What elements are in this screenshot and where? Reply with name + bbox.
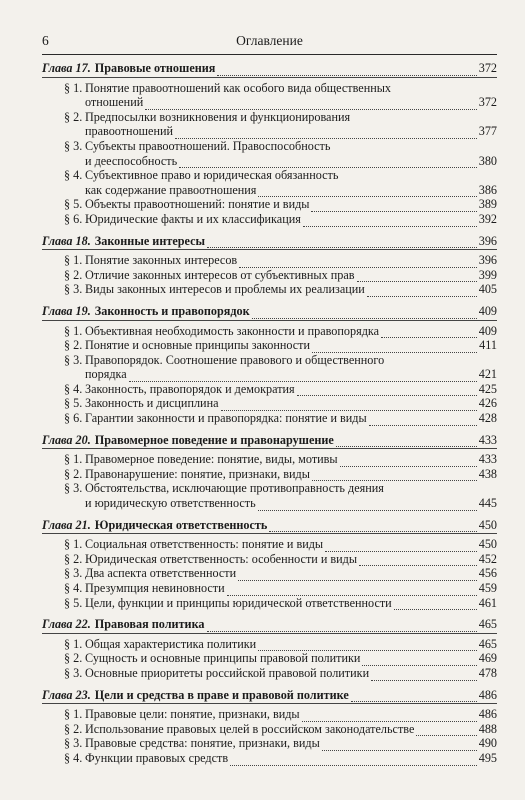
chapter-title: Правовая политика bbox=[94, 617, 205, 632]
section-title-line: Использование правовых целей в российском законодательстве bbox=[85, 721, 415, 736]
section-title-line: Правонарушение: понятие, признаки, виды bbox=[85, 466, 310, 481]
section-number: § 4. bbox=[64, 581, 83, 595]
dot-leader bbox=[369, 414, 477, 426]
section-entry bbox=[42, 637, 497, 652]
section-title-line: и юридическую ответственность bbox=[85, 496, 256, 511]
section-line bbox=[85, 212, 497, 227]
section-line bbox=[85, 581, 497, 596]
dot-leader bbox=[258, 639, 477, 651]
section-number: § 2. bbox=[64, 721, 83, 736]
chapter-block bbox=[42, 518, 497, 611]
dot-leader bbox=[367, 285, 477, 297]
dot-leader bbox=[230, 754, 477, 766]
section-number: § 5. bbox=[64, 197, 83, 212]
section-page-number: 411 bbox=[479, 338, 497, 353]
section-number: § 2. bbox=[64, 651, 83, 666]
chapter-heading bbox=[42, 518, 497, 535]
section-entry bbox=[42, 197, 497, 212]
chapter-label: Глава 19. bbox=[42, 303, 91, 318]
section-entry bbox=[42, 581, 497, 596]
section-title-line: Предпосылки возникновения и функционирования bbox=[85, 109, 351, 124]
section-body bbox=[85, 537, 497, 552]
chapter-title: Законность и правопорядок bbox=[94, 303, 250, 318]
section-page-number: 488 bbox=[478, 721, 497, 736]
section-line bbox=[85, 353, 497, 368]
section-body bbox=[85, 353, 497, 382]
section-entry bbox=[42, 212, 497, 227]
section-page-number: 456 bbox=[478, 566, 497, 581]
dot-leader bbox=[252, 307, 477, 319]
section-body bbox=[85, 666, 497, 681]
section-page-number: 426 bbox=[478, 396, 497, 411]
section-body bbox=[85, 707, 497, 722]
section-line bbox=[85, 81, 497, 96]
dot-leader bbox=[175, 127, 477, 139]
running-title: Оглавление bbox=[236, 33, 303, 48]
section-body bbox=[85, 253, 497, 268]
section-page-number: 452 bbox=[478, 551, 497, 566]
dot-leader bbox=[312, 341, 477, 353]
section-number: § 2. bbox=[64, 109, 83, 124]
section-number: § 3. bbox=[64, 138, 83, 153]
section-line bbox=[85, 154, 497, 169]
page-number: 6 bbox=[42, 33, 49, 48]
section-entry bbox=[42, 537, 497, 552]
section-body bbox=[85, 411, 497, 426]
section-entry bbox=[42, 396, 497, 411]
section-body bbox=[85, 481, 497, 510]
section-title-line: порядка bbox=[85, 367, 127, 382]
section-title-line: Правомерное поведение: понятие, виды, мотивы bbox=[85, 452, 338, 467]
header-rule bbox=[42, 54, 497, 55]
section-number: § 3. bbox=[64, 665, 83, 680]
section-entry bbox=[42, 253, 497, 268]
section-page-number: 409 bbox=[478, 323, 497, 338]
chapter-page-number: 433 bbox=[478, 432, 497, 447]
section-page-number: 425 bbox=[478, 381, 497, 396]
chapter-label: Глава 18. bbox=[42, 233, 91, 248]
section-title-line: Правопорядок. Соотношение правового и общественного bbox=[85, 352, 385, 367]
section-body bbox=[85, 338, 497, 353]
dot-leader bbox=[297, 384, 477, 396]
section-line bbox=[85, 396, 497, 411]
section-title-line: Цели, функции и принципы юридической ответственности bbox=[85, 595, 392, 610]
section-title-line: как содержание правоотношения bbox=[85, 182, 257, 197]
dot-leader bbox=[381, 326, 477, 338]
dot-leader bbox=[217, 64, 476, 76]
section-page-number: 377 bbox=[478, 124, 497, 139]
section-number: § 1. bbox=[64, 636, 83, 651]
dot-leader bbox=[362, 654, 476, 666]
section-line bbox=[85, 124, 497, 139]
section-page-number: 490 bbox=[478, 736, 497, 751]
section-number: § 2. bbox=[64, 551, 83, 566]
section-entry bbox=[42, 324, 497, 339]
dot-leader bbox=[311, 200, 476, 212]
section-number: § 3. bbox=[64, 566, 83, 581]
chapter-block bbox=[42, 617, 497, 680]
section-line bbox=[85, 566, 497, 581]
section-title-line: Понятие и основные принципы законности bbox=[85, 338, 311, 353]
section-body bbox=[85, 566, 497, 581]
dot-leader bbox=[303, 215, 477, 227]
section-title-line: Отличие законных интересов от субъективных прав bbox=[85, 267, 355, 282]
chapter-block bbox=[42, 234, 497, 297]
dot-leader bbox=[336, 435, 477, 447]
section-entry bbox=[42, 81, 497, 110]
dot-leader bbox=[359, 554, 477, 566]
dot-leader bbox=[312, 469, 477, 481]
chapter-heading bbox=[42, 617, 497, 634]
chapter-block bbox=[42, 688, 497, 766]
section-number: § 3. bbox=[64, 282, 83, 297]
section-title-line: Объекты правоотношений: понятие и виды bbox=[85, 197, 310, 212]
section-number: § 1. bbox=[64, 80, 83, 95]
section-line bbox=[85, 95, 497, 110]
section-title-line: Субъективное право и юридическая обязанность bbox=[85, 168, 339, 183]
section-title-line: отношений bbox=[85, 95, 144, 110]
section-body bbox=[85, 81, 497, 110]
section-number: § 4. bbox=[64, 381, 83, 396]
dot-leader bbox=[239, 256, 477, 268]
chapter-page-number: 396 bbox=[478, 233, 497, 248]
section-line bbox=[85, 552, 497, 567]
section-title-line: Юридические факты и их классификация bbox=[85, 211, 301, 226]
dot-leader bbox=[129, 370, 477, 382]
section-line bbox=[85, 651, 497, 666]
section-body bbox=[85, 722, 497, 737]
section-number: § 2. bbox=[64, 466, 83, 481]
section-page-number: 380 bbox=[478, 153, 497, 168]
section-line bbox=[85, 110, 497, 125]
section-title-line: Субъекты правоотношений. Правоспособность bbox=[85, 138, 331, 153]
dot-leader bbox=[258, 499, 477, 511]
section-page-number: 389 bbox=[478, 197, 497, 212]
section-body bbox=[85, 637, 497, 652]
section-number: § 4. bbox=[64, 750, 83, 765]
section-entry bbox=[42, 566, 497, 581]
dot-leader bbox=[207, 620, 477, 632]
section-entry bbox=[42, 751, 497, 766]
section-page-number: 478 bbox=[478, 665, 497, 680]
section-number: § 1. bbox=[64, 707, 83, 722]
chapter-heading bbox=[42, 61, 497, 78]
section-title-line: Основные приоритеты российской правовой политики bbox=[85, 665, 370, 680]
dot-leader bbox=[394, 598, 477, 610]
section-line bbox=[85, 751, 497, 766]
section-line bbox=[85, 666, 497, 681]
chapter-title: Правомерное поведение и правонарушение bbox=[94, 432, 334, 447]
section-line bbox=[85, 282, 497, 297]
section-title-line: и дееспособность bbox=[85, 153, 178, 168]
section-title-line: Гарантии законности и правопорядка: понятие и виды bbox=[85, 411, 367, 426]
section-body bbox=[85, 396, 497, 411]
section-body bbox=[85, 382, 497, 397]
section-title-line: Два аспекта ответственности bbox=[85, 566, 237, 581]
chapter-label: Глава 23. bbox=[42, 687, 91, 702]
chapter-page-number: 450 bbox=[478, 517, 497, 532]
chapter-block bbox=[42, 304, 497, 426]
section-page-number: 450 bbox=[478, 537, 497, 552]
section-page-number: 486 bbox=[478, 707, 497, 722]
chapter-heading bbox=[42, 688, 497, 705]
section-title-line: правоотношений bbox=[85, 124, 174, 139]
dot-leader bbox=[416, 724, 476, 736]
section-line bbox=[85, 467, 497, 482]
section-line bbox=[85, 268, 497, 283]
section-title-line: Понятие правоотношений как особого вида общественных bbox=[85, 80, 392, 95]
section-number: § 5. bbox=[64, 595, 83, 610]
section-entry bbox=[42, 481, 497, 510]
section-title-line: Виды законных интересов и проблемы их реализации bbox=[85, 282, 365, 297]
section-entry bbox=[42, 467, 497, 482]
dot-leader bbox=[179, 156, 477, 168]
section-entry bbox=[42, 338, 497, 353]
section-number: § 1. bbox=[64, 253, 83, 268]
chapter-page-number: 409 bbox=[478, 303, 497, 318]
section-page-number: 372 bbox=[478, 95, 497, 110]
section-body bbox=[85, 139, 497, 168]
section-page-number: 396 bbox=[478, 253, 497, 268]
section-body bbox=[85, 452, 497, 467]
section-entry bbox=[42, 707, 497, 722]
section-line bbox=[85, 736, 497, 751]
section-body bbox=[85, 168, 497, 197]
section-body bbox=[85, 596, 497, 611]
dot-leader bbox=[145, 98, 476, 110]
section-line bbox=[85, 411, 497, 426]
section-number: § 6. bbox=[64, 411, 83, 426]
section-page-number: 459 bbox=[478, 581, 497, 595]
section-title-line: Презумпция невиновности bbox=[85, 581, 225, 595]
section-page-number: 421 bbox=[478, 367, 497, 382]
section-body bbox=[85, 110, 497, 139]
table-of-contents bbox=[42, 61, 497, 766]
section-page-number: 428 bbox=[478, 411, 497, 426]
dot-leader bbox=[227, 584, 477, 596]
section-entry bbox=[42, 268, 497, 283]
chapter-page-number: 486 bbox=[478, 687, 497, 702]
section-title-line: Законность и дисциплина bbox=[85, 396, 219, 411]
section-entry bbox=[42, 651, 497, 666]
chapter-label: Глава 22. bbox=[42, 617, 91, 632]
section-entry bbox=[42, 596, 497, 611]
section-line bbox=[85, 722, 497, 737]
dot-leader bbox=[207, 236, 477, 248]
section-line bbox=[85, 367, 497, 382]
section-entry bbox=[42, 722, 497, 737]
dot-leader bbox=[325, 540, 477, 552]
section-entry bbox=[42, 382, 497, 397]
section-entry bbox=[42, 110, 497, 139]
dot-leader bbox=[302, 710, 477, 722]
section-title-line: Правовые цели: понятие, признаки, виды bbox=[85, 707, 300, 722]
section-title-line: Юридическая ответственность: особенности и виды bbox=[85, 551, 358, 566]
section-number: § 6. bbox=[64, 211, 83, 226]
section-number: § 5. bbox=[64, 396, 83, 411]
dot-leader bbox=[371, 669, 477, 681]
section-title-line: Обстоятельства, исключающие противоправность деяния bbox=[85, 481, 384, 496]
section-body bbox=[85, 197, 497, 212]
section-number: § 2. bbox=[64, 267, 83, 282]
section-number: § 1. bbox=[64, 537, 83, 552]
section-number: § 3. bbox=[64, 736, 83, 751]
section-line bbox=[85, 496, 497, 511]
section-body bbox=[85, 736, 497, 751]
section-page-number: 392 bbox=[478, 211, 497, 226]
section-entry bbox=[42, 353, 497, 382]
section-title-line: Законность, правопорядок и демократия bbox=[85, 381, 295, 396]
section-line bbox=[85, 324, 497, 339]
chapter-label: Глава 21. bbox=[42, 517, 91, 532]
section-page-number: 405 bbox=[478, 282, 497, 297]
section-line bbox=[85, 338, 497, 353]
section-number: § 1. bbox=[64, 323, 83, 338]
section-line bbox=[85, 596, 497, 611]
section-title-line: Правовые средства: понятие, признаки, виды bbox=[85, 736, 320, 751]
section-body bbox=[85, 751, 497, 766]
section-page-number: 469 bbox=[478, 651, 497, 666]
chapter-title: Правовые отношения bbox=[94, 61, 216, 75]
section-entry bbox=[42, 168, 497, 197]
section-number: § 1. bbox=[64, 452, 83, 467]
chapter-heading bbox=[42, 433, 497, 450]
section-line bbox=[85, 253, 497, 268]
section-line bbox=[85, 197, 497, 212]
section-entry bbox=[42, 411, 497, 426]
section-body bbox=[85, 552, 497, 567]
chapter-page-number: 372 bbox=[478, 61, 497, 75]
section-line bbox=[85, 382, 497, 397]
section-body bbox=[85, 324, 497, 339]
section-page-number: 495 bbox=[478, 750, 497, 765]
section-page-number: 386 bbox=[478, 182, 497, 197]
dot-leader bbox=[269, 520, 476, 532]
section-line bbox=[85, 452, 497, 467]
section-body bbox=[85, 651, 497, 666]
section-number: § 4. bbox=[64, 168, 83, 183]
section-title-line: Объективная необходимость законности и правопорядка bbox=[85, 323, 380, 338]
section-page-number: 445 bbox=[478, 496, 497, 511]
dot-leader bbox=[322, 739, 477, 751]
section-line bbox=[85, 183, 497, 198]
section-body bbox=[85, 282, 497, 297]
section-entry bbox=[42, 139, 497, 168]
section-page-number: 461 bbox=[478, 595, 497, 610]
section-line bbox=[85, 168, 497, 183]
chapter-heading bbox=[42, 304, 497, 321]
section-entry bbox=[42, 282, 497, 297]
chapter-title: Цели и средства в праве и правовой политике bbox=[94, 687, 349, 702]
section-number: § 2. bbox=[64, 338, 83, 353]
chapter-title: Законные интересы bbox=[94, 233, 205, 248]
dot-leader bbox=[340, 455, 477, 467]
section-number: § 3. bbox=[64, 481, 83, 496]
chapter-heading bbox=[42, 234, 497, 251]
dot-leader bbox=[221, 399, 477, 411]
running-header bbox=[42, 33, 497, 53]
chapter-page-number: 465 bbox=[478, 617, 497, 632]
section-page-number: 399 bbox=[478, 267, 497, 282]
section-entry bbox=[42, 736, 497, 751]
section-title-line: Социальная ответственность: понятие и виды bbox=[85, 537, 324, 552]
section-entry bbox=[42, 666, 497, 681]
dot-leader bbox=[258, 185, 476, 197]
chapter-title: Юридическая ответственность bbox=[94, 517, 268, 532]
section-body bbox=[85, 212, 497, 227]
section-page-number: 465 bbox=[478, 636, 497, 651]
section-title-line: Сущность и основные принципы правовой политики bbox=[85, 651, 361, 666]
section-line bbox=[85, 537, 497, 552]
dot-leader bbox=[238, 569, 477, 581]
section-entry bbox=[42, 452, 497, 467]
section-entry bbox=[42, 552, 497, 567]
section-number: § 3. bbox=[64, 352, 83, 367]
dot-leader bbox=[351, 690, 477, 702]
section-line bbox=[85, 707, 497, 722]
chapter-block bbox=[42, 61, 497, 227]
chapter-label: Глава 17. bbox=[42, 61, 91, 75]
section-title-line: Функции правовых средств bbox=[85, 750, 229, 765]
section-line bbox=[85, 481, 497, 496]
section-body bbox=[85, 581, 497, 596]
section-page-number: 433 bbox=[478, 452, 497, 467]
section-page-number: 438 bbox=[478, 466, 497, 481]
chapter-block bbox=[42, 433, 497, 511]
dot-leader bbox=[357, 270, 477, 282]
section-line bbox=[85, 637, 497, 652]
chapter-label: Глава 20. bbox=[42, 432, 91, 447]
section-line bbox=[85, 139, 497, 154]
section-body bbox=[85, 268, 497, 283]
section-body bbox=[85, 467, 497, 482]
section-title-line: Общая характеристика политики bbox=[85, 636, 257, 651]
section-title-line: Понятие законных интересов bbox=[85, 253, 238, 268]
